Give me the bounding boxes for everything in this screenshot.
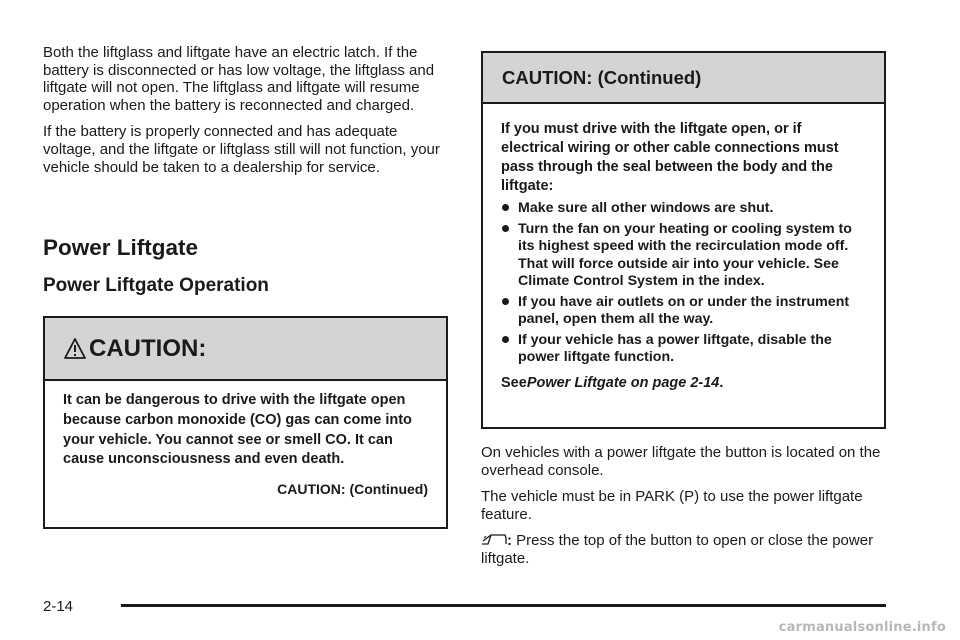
left-column	[43, 44, 448, 498]
page-number: 2-14	[43, 598, 74, 615]
button-location-paragraph: On vehicles with a power liftgate the button is located on the overhead console.	[481, 444, 881, 479]
caution-continued-box	[481, 51, 886, 429]
icon-colon: :	[507, 532, 512, 550]
subsection-title: Power Liftgate Operation	[43, 275, 269, 296]
caution-bullet: If you have air outlets on or under the instrument panel, open them all the way.	[501, 294, 866, 329]
caution-continued-header	[483, 53, 884, 104]
button-instruction-text: Press the top of the button to open or close the power liftgate.	[481, 532, 874, 567]
caution-bullet: Make sure all other windows are shut.	[501, 200, 866, 218]
see-reference-link[interactable]: Power Liftgate on page 2-14	[526, 374, 720, 391]
footer-rule	[121, 604, 886, 607]
see-suffix: .	[719, 374, 724, 391]
caution-bullet: Turn the fan on your heating or cooling system to its highest speed with the recirculation mode off. That will force outside air into your vehicle. See Climate Control System in the index.	[501, 221, 866, 291]
caution-body: It can be dangerous to drive with the liftgate open because carbon monoxide (CO) gas can come into your vehicle. You cannot see or smell CO. It can cause unconsciousness and even death.	[63, 392, 412, 468]
dealer-service-paragraph: If the battery is properly connected and has adequate voltage, and the liftgate or liftglass still will not function, your vehicle should be taken to a dealership for service.	[43, 123, 440, 176]
watermark: carmanualsonline.info	[778, 620, 946, 635]
caution-header	[45, 318, 446, 381]
caution-continued-body	[483, 104, 884, 393]
liftgate-icon	[481, 532, 507, 546]
caution-continued-label: CAUTION: (Continued)	[277, 481, 428, 498]
button-instruction	[481, 532, 886, 567]
caution-box	[43, 316, 448, 529]
warning-triangle-icon	[63, 337, 87, 361]
battery-latch-paragraph: Both the liftglass and liftgate have an electric latch. If the battery is disconnected or has low voltage, the liftglass and liftgate will not open. The liftglass and liftgate will resume operation when the battery is reconnected and charged.	[43, 44, 435, 114]
see-reference	[501, 374, 866, 393]
caution-continued-heading: CAUTION: (Continued)	[502, 66, 702, 88]
park-requirement-paragraph: The vehicle must be in PARK (P) to use the power liftgate feature.	[481, 488, 863, 523]
see-prefix: See	[501, 374, 527, 391]
caution-bullet-list	[501, 200, 866, 367]
section-title: Power Liftgate	[43, 235, 199, 260]
right-text-block	[481, 444, 886, 568]
caution-heading: CAUTION:	[89, 334, 207, 362]
caution-intro: If you must drive with the liftgate open, or if electrical wiring or other cable connections must pass through the seal between the body and the liftgate:	[501, 121, 839, 194]
caution-bullet: If your vehicle has a power liftgate, disable the power liftgate function.	[501, 332, 866, 367]
right-column	[481, 51, 886, 568]
